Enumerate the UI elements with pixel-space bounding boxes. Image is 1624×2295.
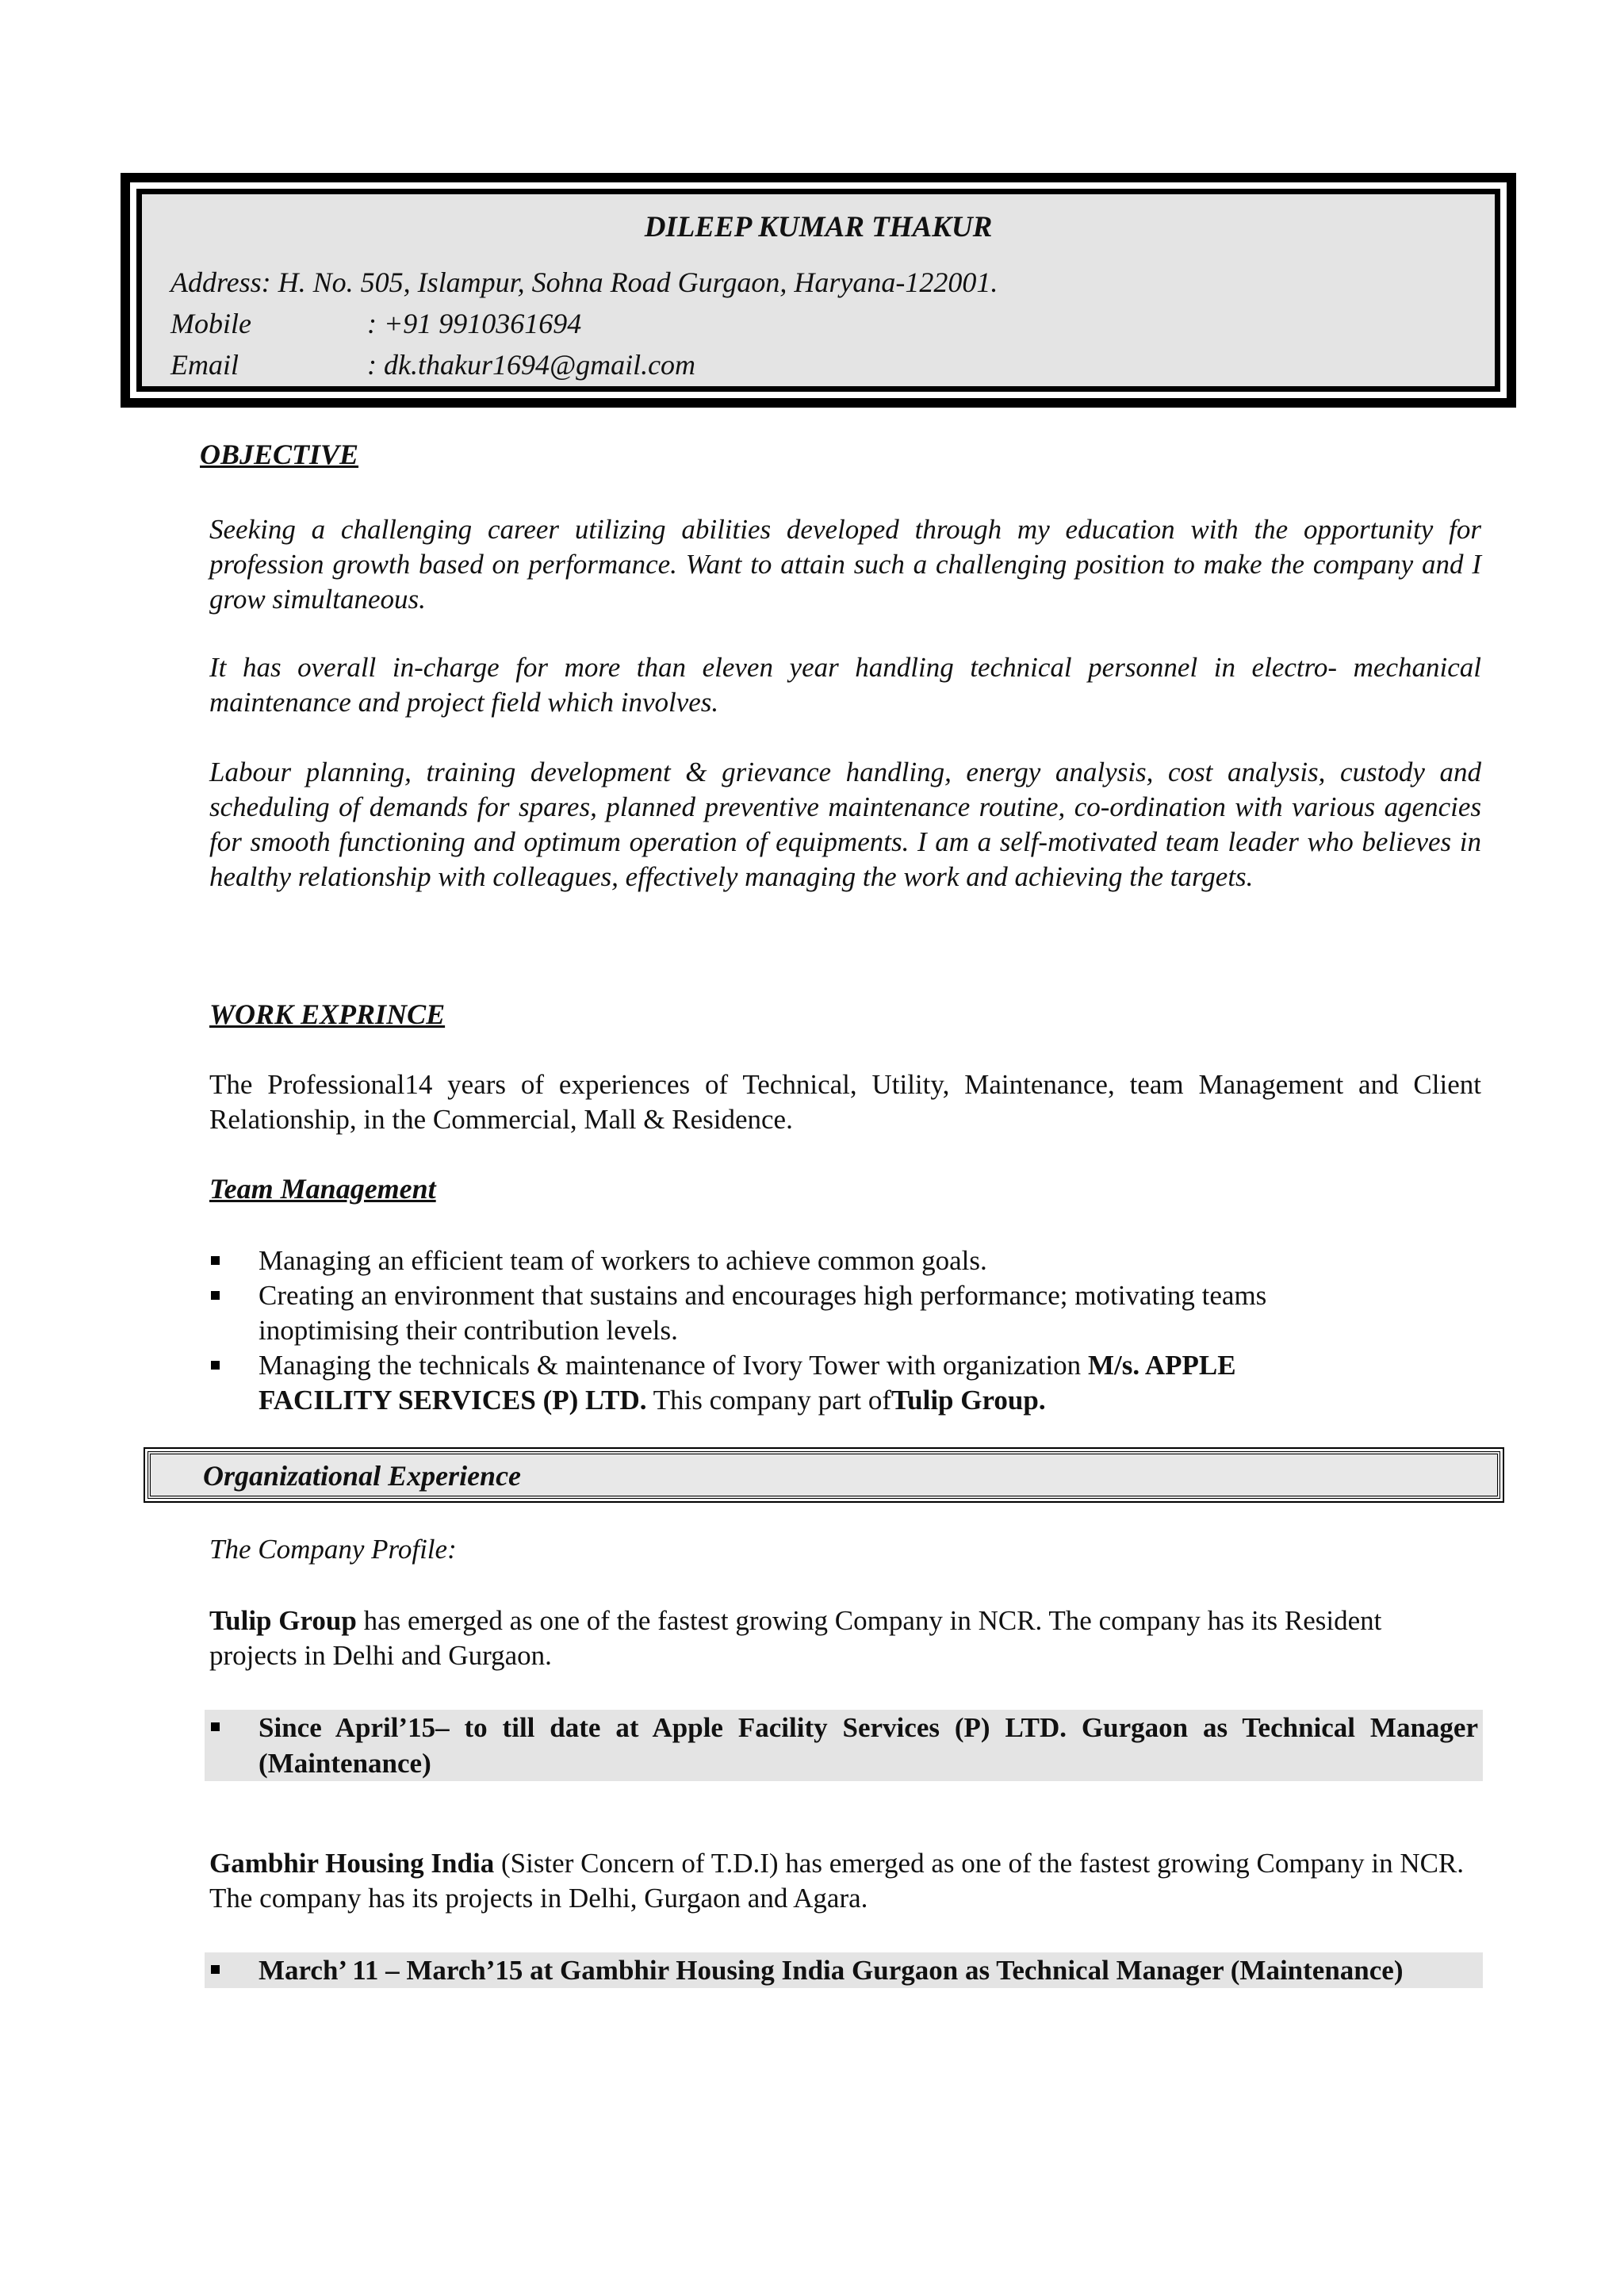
header-box xyxy=(121,173,1516,408)
mobile-line xyxy=(170,303,1466,344)
objective-heading: OBJECTIVE xyxy=(200,439,359,470)
objective-heading-wrap xyxy=(200,438,1472,471)
group-name: Tulip Group. xyxy=(891,1385,1046,1416)
objective-paragraph: Labour planning, training development & grievance handling, energy analysis, cost analysis, custody and scheduling of demands for spares, planned preventive maintenance routine, co-ordination with various agencies for smooth functioning and optimum operation of equipments. I am a self-motivated team leader who believes in healthy relationship with colleagues, effectively managing the work and achieving the targets. xyxy=(209,757,1481,892)
candidate-name: DILEEP KUMAR THAKUR xyxy=(644,211,993,243)
bullet-text: Managing the technicals & maintenance of Ivory Tower with organization xyxy=(259,1350,1088,1381)
objective-paragraph: It has overall in-charge for more than eleven year handling technical personnel in electro- mechanical maintenance and project field which involves. xyxy=(209,652,1481,718)
tulip-role: Since April’15– to till date at Apple Facility Services (P) LTD. Gurgaon as Technical Manager (Maintenance) xyxy=(259,1712,1478,1779)
tulip-text: has emerged as one of the fastest growing Company in NCR. The company has its Resident projects in Delhi and Gurgaon. xyxy=(209,1605,1382,1671)
bullet-text: This company part of xyxy=(646,1385,891,1416)
work-intro: The Professional14 years of experiences of Technical, Utility, Maintenance, team Management and Client Relationship, in the Commercial, Mall & Residence. xyxy=(209,1069,1481,1135)
tulip-paragraph xyxy=(209,1603,1446,1673)
tulip-role-highlight xyxy=(205,1710,1483,1781)
address-line: Address: H. No. 505, Islampur, Sohna Road Gurgaon, Haryana-122001. xyxy=(170,266,998,298)
email-label: Email xyxy=(170,349,239,381)
tulip-name: Tulip Group xyxy=(209,1605,357,1636)
bullet-square-icon xyxy=(211,1965,220,1974)
header-inner xyxy=(136,189,1500,392)
team-heading-wrap xyxy=(209,1172,1481,1205)
company-profile-label: The Company Profile: xyxy=(209,1534,457,1565)
mobile-value: : +91 9910361694 xyxy=(367,308,582,339)
bullet-item: Creating an environment that sustains and encourages high performance; motivating teams inoptimising their contribution levels. xyxy=(209,1278,1351,1348)
gambhir-para-wrap xyxy=(209,1846,1481,1916)
team-bullets-wrap xyxy=(209,1243,1351,1418)
email-value: : dk.thakur1694@gmail.com xyxy=(367,349,696,381)
gambhir-name: Gambhir Housing India xyxy=(209,1848,495,1879)
objective-para-2-wrap xyxy=(209,650,1481,720)
work-heading: WORK EXPRINCE xyxy=(209,998,446,1030)
work-intro-wrap xyxy=(209,1067,1481,1137)
work-heading-wrap xyxy=(209,998,1481,1031)
objective-para-1-wrap xyxy=(209,512,1481,617)
team-management-heading: Team Management xyxy=(209,1173,436,1205)
email-line xyxy=(170,344,1466,385)
gambhir-text: (Sister Concern of T.D.I) has emerged as one of the fastest growing Company in NCR. The company has its projects in Delhi, Gurgaon and Agara. xyxy=(209,1848,1465,1914)
company-name: M/s. APPLE FACILITY SERVICES (P) LTD. xyxy=(259,1350,1236,1416)
bullet-square-icon xyxy=(211,1722,220,1731)
org-experience-heading: Organizational Experience xyxy=(203,1460,522,1492)
bullet-item xyxy=(209,1348,1351,1418)
mobile-label: Mobile xyxy=(170,308,251,339)
bullet-item: Managing an efficient team of workers to achieve common goals. xyxy=(209,1243,1351,1278)
tulip-para-wrap xyxy=(209,1603,1446,1673)
team-bullet-list xyxy=(209,1243,1351,1418)
objective-para-3-wrap xyxy=(209,755,1481,895)
gambhir-role: March’ 11 – March’15 at Gambhir Housing India Gurgaon as Technical Manager (Maintenance) xyxy=(259,1955,1404,1986)
org-experience-bar xyxy=(147,1451,1500,1499)
objective-paragraph: Seeking a challenging career utilizing abilities developed through my education with the opportunity for profession growth based on performance. Want to attain such a challenging position to make the company and I grow simultaneous. xyxy=(209,514,1481,615)
gambhir-paragraph xyxy=(209,1846,1481,1916)
profile-label-wrap xyxy=(209,1532,1481,1567)
gambhir-role-highlight xyxy=(205,1952,1483,1988)
